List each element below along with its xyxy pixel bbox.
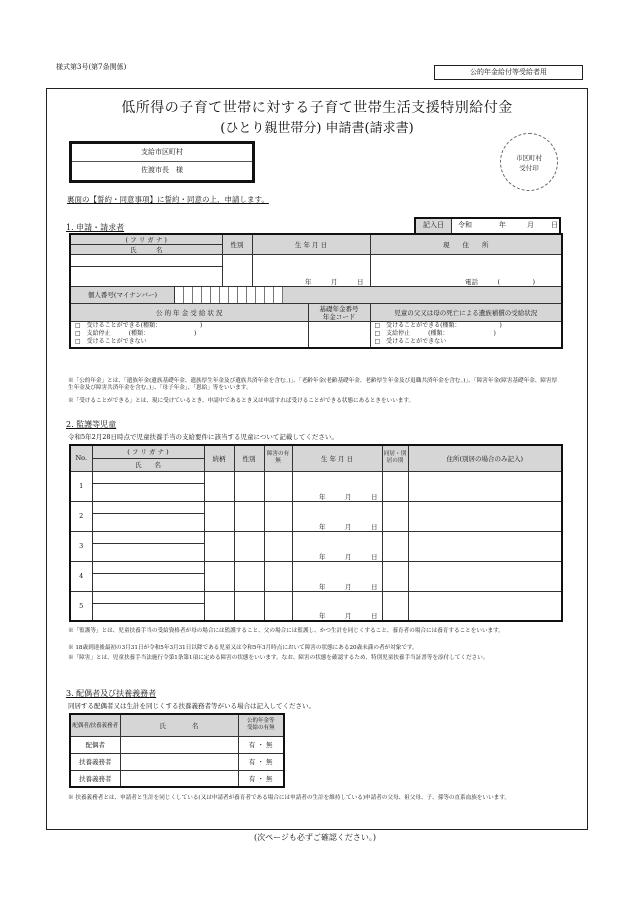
child-address-field[interactable] xyxy=(408,561,562,591)
entry-date-year: 年 xyxy=(499,221,506,229)
digit-box[interactable] xyxy=(247,287,256,303)
row-type-spouse: 配偶者 xyxy=(70,736,120,753)
pension-status-checks[interactable] xyxy=(70,322,308,348)
pension-check-suspended[interactable]: □ 支給停止 (種類： ) xyxy=(75,330,197,337)
form-number-label: 様式第3号(第7条関係) xyxy=(56,63,127,71)
digit-box[interactable] xyxy=(193,287,202,303)
child-birth-field[interactable]: 年 月 日 xyxy=(292,501,382,531)
bereaved-checks[interactable] xyxy=(370,322,562,348)
section1-heading: 1. 申請・請求者 xyxy=(66,223,125,232)
address-header: 現 住 所 xyxy=(370,234,562,255)
children-table xyxy=(69,444,563,622)
col-sex: 性別 xyxy=(234,445,264,471)
row-number: 5 xyxy=(70,591,92,621)
child-sex-field[interactable] xyxy=(234,561,264,591)
child-sex-field[interactable] xyxy=(234,501,264,531)
child-relation-field[interactable] xyxy=(204,471,234,501)
child-birth-field[interactable]: 年 月 日 xyxy=(292,531,382,561)
name-header: 氏 名 xyxy=(70,245,222,255)
municipality-label: 支給市区町村 xyxy=(72,144,252,162)
section1-note-1: ※「公的年金」とは、「遺族年金(遺族基礎年金、遺族厚生年金及び遺族共済年金を含む。)」、「老齢年金(老齢基礎年金、老齢厚生年金及び退職共済年金を含む。)」、「障害年金(障害基礎年金、障害厚生年金及び障害共済年金を含む。)」、「母子年金」、「恩給」等をいいます。 xyxy=(68,378,558,391)
child-residence-field[interactable] xyxy=(382,471,408,501)
spouse-table xyxy=(69,713,285,788)
child-disability-field[interactable] xyxy=(264,471,292,501)
name-field[interactable] xyxy=(70,267,222,287)
child-sex-field[interactable] xyxy=(234,591,264,621)
basic-pension-code-header: 基礎年金番号 年金コード xyxy=(308,304,370,322)
child-name-field[interactable] xyxy=(92,483,204,501)
digit-box[interactable] xyxy=(274,287,283,303)
digit-box[interactable] xyxy=(238,287,247,303)
entry-date-box xyxy=(414,217,561,233)
section3-note: ※ 扶養義務者とは、申請者と生計を同じくしている(又は申請者が養育者である場合には申請者の生計を維持している)申請者の父母、祖父母、子、孫等の直系血族をいいます。 xyxy=(68,795,511,801)
child-residence-field[interactable] xyxy=(382,501,408,531)
col-address: 住所(別居の場合のみ記入) xyxy=(408,445,562,471)
child-furigana-field[interactable] xyxy=(92,471,204,483)
stamp-line2: 受付印 xyxy=(519,164,539,172)
child-address-field[interactable] xyxy=(408,501,562,531)
child-address-field[interactable] xyxy=(408,471,562,501)
child-address-field[interactable] xyxy=(408,591,562,621)
entry-date-label: 記入日 xyxy=(416,219,452,233)
section2-note-2: ※ 18歳到達後最初の3月31日が令和5年3月31日以降である児童又は令和5年3月時点において障害の状態にある20歳未満の者が対象です。 xyxy=(68,645,418,651)
child-residence-field[interactable] xyxy=(382,561,408,591)
child-birth-field[interactable]: 年 月 日 xyxy=(292,471,382,501)
child-disability-field[interactable] xyxy=(264,531,292,561)
section3-intro: 同居する配偶者又は生計を同じくする扶養義務者等がいる場合は記入してください。 xyxy=(68,702,315,710)
spouse-name-field[interactable] xyxy=(120,736,238,753)
section2-intro: 令和5年2月28日時点で児童扶養手当の支給要件に該当する児童について記載してください。 xyxy=(68,433,338,441)
digit-box[interactable] xyxy=(256,287,265,303)
entry-date-era: 令和 xyxy=(458,221,472,229)
child-residence-field[interactable] xyxy=(382,531,408,561)
stamp-line1: 市区町村 xyxy=(516,154,542,162)
child-disability-field[interactable] xyxy=(264,591,292,621)
digit-box[interactable] xyxy=(265,287,274,303)
child-birth-field[interactable]: 年 月 日 xyxy=(292,591,382,621)
sex-header: 性別 xyxy=(222,234,252,255)
digit-box[interactable] xyxy=(184,287,193,303)
address-field[interactable]: 電話 ( ) xyxy=(370,255,562,287)
sex-field[interactable] xyxy=(222,255,252,287)
row-number: 4 xyxy=(70,561,92,591)
digit-box[interactable] xyxy=(175,287,184,303)
row-number: 2 xyxy=(70,501,92,531)
furigana-field[interactable] xyxy=(70,255,222,267)
col-disability: 障害の有無 xyxy=(264,445,292,471)
dependent-name-field[interactable] xyxy=(120,770,238,787)
digit-box[interactable] xyxy=(211,287,220,303)
oath-statement: 裏面の【誓約・同意事項】に誓約・同意の上、申請します。 xyxy=(67,195,269,204)
pension-check-ineligible[interactable]: □ 受けることができない xyxy=(75,338,147,345)
child-furigana-field[interactable] xyxy=(92,531,204,543)
child-relation-field[interactable] xyxy=(204,561,234,591)
child-name-field[interactable] xyxy=(92,543,204,561)
child-furigana-field[interactable] xyxy=(92,561,204,573)
mayor-label: 佐渡市長 様 xyxy=(141,166,183,174)
basic-pension-code-field[interactable] xyxy=(308,322,370,348)
section2-heading: 2. 監護等児童 xyxy=(66,420,117,429)
mynumber-filler xyxy=(283,287,561,303)
dependent-pension-choice[interactable]: 有 ・ 無 xyxy=(238,770,284,787)
child-furigana-field[interactable] xyxy=(92,591,204,603)
bereaved-check-ineligible[interactable]: □ 受けることができない xyxy=(374,338,447,345)
digit-box[interactable] xyxy=(220,287,229,303)
row-type-dependent: 扶養義務者 xyxy=(70,753,120,770)
pension-check-eligible[interactable]: □ 受けることができる(種類： ) xyxy=(75,322,203,329)
digit-box[interactable] xyxy=(229,287,238,303)
digit-box[interactable] xyxy=(202,287,211,303)
child-disability-field[interactable] xyxy=(264,561,292,591)
col-spouse-name: 氏 名 xyxy=(120,714,238,736)
child-birth-field[interactable]: 年 月 日 xyxy=(292,561,382,591)
pension-status-header: 公 的 年 金 受 給 状 況 xyxy=(70,304,308,322)
entry-date-day: 日 xyxy=(551,221,558,229)
continue-notice: (次ページも必ずご確認ください。) xyxy=(253,833,377,842)
row-number: 1 xyxy=(70,471,92,501)
col-same-residence: 同居・別居の別 xyxy=(382,445,408,471)
child-name-field[interactable] xyxy=(92,573,204,591)
addressee-box xyxy=(69,141,255,183)
section2-note-3: ※「障害」とは、児童扶養手当法施行令第1条第1項に定める障害の状態をいいます。なお、障害の状態を確認するため、特別児童扶養手当証書等を添付してください。 xyxy=(68,655,489,661)
bereaved-check-suspended[interactable]: □ 支給停止 (種類： ) xyxy=(374,330,496,337)
child-sex-field[interactable] xyxy=(234,471,264,501)
child-residence-field[interactable] xyxy=(382,591,408,621)
mynumber-row xyxy=(70,287,562,304)
section2-note-1: ※「監護等」とは、児童扶養手当の受給資格者が母の場合には監護すること、父の場合には監護し、かつ生計を同じくすること、養育者の場合には養育することをいいます。 xyxy=(68,628,504,634)
bereaved-header: 児童の父又は母の死亡による遺族補償の受給状況 xyxy=(370,304,562,322)
dependent-name-field[interactable] xyxy=(120,753,238,770)
child-sex-field[interactable] xyxy=(234,531,264,561)
col-pension-receipt: 公的年金等 受給の有無 xyxy=(238,714,284,736)
section1-note-2: ※「受けることができる」とは、現に受けているとき、申請中であるとき又は申請すれば受けることができる状態にあるときをいいます。 xyxy=(68,398,415,404)
child-disability-field[interactable] xyxy=(264,501,292,531)
col-furigana: ( フ リ ガ ナ ) xyxy=(92,445,204,458)
mynumber-boxes[interactable] xyxy=(175,287,283,303)
dependent-pension-choice[interactable]: 有 ・ 無 xyxy=(238,753,284,770)
birth-header: 生 年 月 日 xyxy=(252,234,370,255)
child-address-field[interactable] xyxy=(408,531,562,561)
col-birth: 生 年 月 日 xyxy=(292,445,382,471)
applicant-table xyxy=(69,233,563,349)
furigana-header: ( フ リ ガ ナ ) xyxy=(70,234,222,245)
row-type-dependent: 扶養義務者 xyxy=(70,770,120,787)
bereaved-check-eligible[interactable]: □ 受けることができる(種類： ) xyxy=(374,322,502,329)
birth-field[interactable]: 年 月 日 xyxy=(252,255,370,287)
child-relation-field[interactable] xyxy=(204,501,234,531)
entry-date-month: 月 xyxy=(527,221,534,229)
row-number: 3 xyxy=(70,531,92,561)
child-furigana-field[interactable] xyxy=(92,501,204,513)
col-no: No. xyxy=(70,445,92,471)
reception-stamp xyxy=(500,133,558,191)
col-name: 氏 名 xyxy=(92,458,204,471)
spouse-pension-choice[interactable]: 有 ・ 無 xyxy=(238,736,284,753)
child-name-field[interactable] xyxy=(92,513,204,531)
section3-heading: 3. 配偶者及び扶養義務者 xyxy=(66,689,157,698)
mynumber-label: 個人番号(マイナンバー) xyxy=(71,287,175,303)
form-subtitle: (ひとり親世帯分) 申請書(請求書) xyxy=(220,121,414,136)
child-relation-field[interactable] xyxy=(204,591,234,621)
recipient-type-box: 公的年金給付等受給者用 xyxy=(434,65,583,80)
child-relation-field[interactable] xyxy=(204,531,234,561)
child-name-field[interactable] xyxy=(92,603,204,621)
col-relation: 続柄 xyxy=(204,445,234,471)
form-title: 低所得の子育て世帯に対する子育て世帯生活支援特別給付金 xyxy=(121,100,513,116)
col-relation-type: 配偶者/扶養義務者 xyxy=(70,714,120,736)
